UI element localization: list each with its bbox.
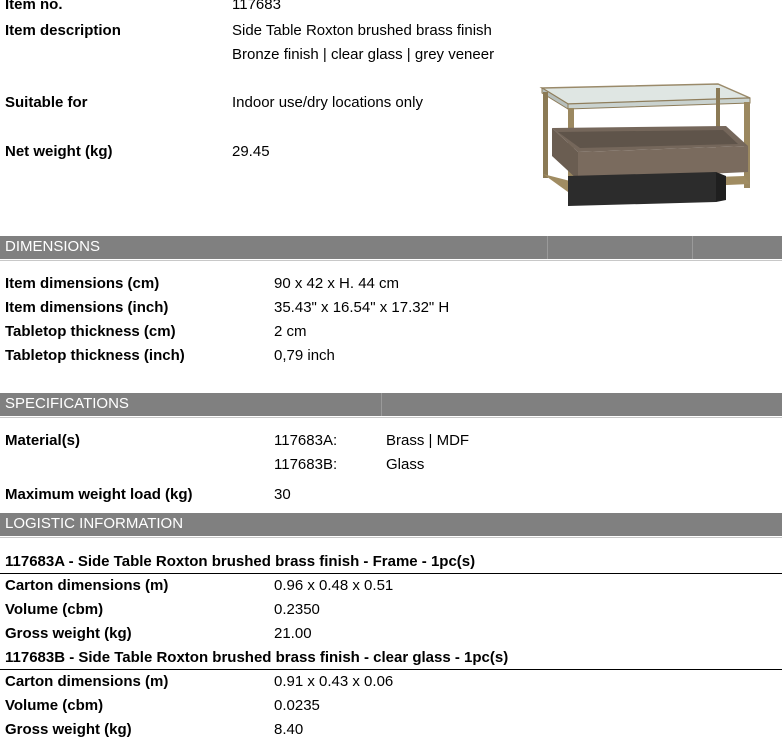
material-code: 117683B: [274, 456, 338, 473]
logistic-value: 0.2350 [274, 601, 320, 618]
logistic-value: 0.96 x 0.48 x 0.51 [274, 577, 394, 594]
materials-label: Material(s) [5, 432, 81, 449]
net-weight-value: 29.45 [232, 143, 270, 160]
logistic-label: Carton dimensions (m) [5, 577, 169, 594]
logistic-label: Gross weight (kg) [5, 625, 132, 642]
logistic-value: 21.00 [274, 625, 312, 642]
dimensions-title: DIMENSIONS [5, 238, 101, 255]
logistic-value: 8.40 [274, 721, 304, 738]
dimensions-section-header [0, 236, 782, 259]
specifications-section-header [0, 393, 782, 416]
logistic-value: 0.0235 [274, 697, 320, 714]
item-description-label: Item description [5, 22, 121, 39]
side-table-product-image [538, 76, 758, 214]
max-load-value: 30 [274, 486, 291, 503]
dimension-label: Tabletop thickness (inch) [5, 347, 185, 364]
logistic-label: Volume (cbm) [5, 697, 104, 714]
max-load-label: Maximum weight load (kg) [5, 486, 193, 503]
logistic-part-heading: 117683B - Side Table Roxton brushed brass finish - clear glass - 1pc(s) [5, 649, 509, 666]
item-no-label: Item no. [5, 0, 63, 13]
material-value: Glass [386, 456, 425, 473]
item-description-line1: Side Table Roxton brushed brass finish [232, 22, 492, 39]
specifications-title: SPECIFICATIONS [5, 395, 129, 412]
dimension-value: 90 x 42 x H. 44 cm [274, 275, 400, 292]
suitable-for-label: Suitable for [5, 94, 88, 111]
dimension-value: 35.43" x 16.54" x 17.32" H [274, 299, 450, 316]
logistic-label: Carton dimensions (m) [5, 673, 169, 690]
divider [0, 669, 782, 670]
header-divider [692, 236, 693, 259]
logistic-title: LOGISTIC INFORMATION [5, 515, 184, 532]
material-code: 117683A: [274, 432, 338, 449]
header-divider [381, 393, 382, 416]
material-value: Brass | MDF [386, 432, 470, 449]
dimension-label: Item dimensions (inch) [5, 299, 169, 316]
divider [0, 537, 782, 538]
dimension-value: 0,79 inch [274, 347, 335, 364]
logistic-section-header [0, 513, 782, 536]
dimension-value: 2 cm [274, 323, 307, 340]
logistic-part-heading: 117683A - Side Table Roxton brushed brass finish - Frame - 1pc(s) [5, 553, 476, 570]
dimension-label: Tabletop thickness (cm) [5, 323, 176, 340]
divider [0, 573, 782, 574]
header-divider [547, 236, 548, 259]
suitable-for-value: Indoor use/dry locations only [232, 94, 423, 111]
logistic-label: Gross weight (kg) [5, 721, 132, 738]
logistic-value: 0.91 x 0.43 x 0.06 [274, 673, 394, 690]
net-weight-label: Net weight (kg) [5, 143, 113, 160]
divider [0, 260, 782, 261]
item-description-line2: Bronze finish | clear glass | grey veneer [232, 46, 495, 63]
dimension-label: Item dimensions (cm) [5, 275, 160, 292]
logistic-label: Volume (cbm) [5, 601, 104, 618]
item-no-value: 117683 [232, 0, 281, 13]
divider [0, 417, 782, 418]
